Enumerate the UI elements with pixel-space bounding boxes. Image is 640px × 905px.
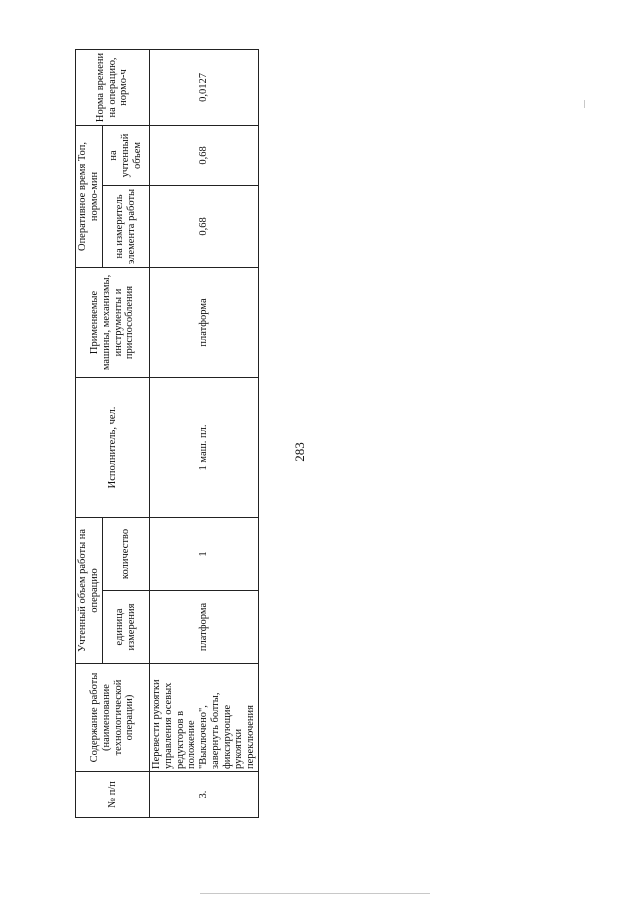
cell-optime-volume: 0,68 xyxy=(150,125,259,185)
cell-num: 3. xyxy=(150,772,259,818)
cell-machines: платформа xyxy=(150,267,259,377)
cell-norm: 0,0127 xyxy=(150,49,259,125)
norms-table-container xyxy=(75,52,256,818)
cell-unit: платформа xyxy=(150,591,259,664)
scan-artifact-mark xyxy=(584,100,585,108)
cell-performer: 1 маш. пл. xyxy=(150,377,259,517)
header-content: Содержание работы (наименование технологической операции) xyxy=(76,664,150,772)
header-optime-volume: на учтенный объем xyxy=(103,125,150,185)
header-row-top xyxy=(76,49,103,817)
header-volume-group: Учтенный объем работы на операцию xyxy=(76,517,103,663)
norms-table xyxy=(75,49,259,818)
cell-optime-meter: 0,68 xyxy=(150,185,259,267)
cell-qty: 1 xyxy=(150,517,259,590)
header-num: № п/п xyxy=(76,772,150,818)
header-volume-qty: количество xyxy=(103,517,150,590)
scan-artifact-line xyxy=(200,893,430,894)
page-number: 283 xyxy=(292,442,307,462)
header-performer: Исполнитель, чел. xyxy=(76,377,150,517)
table-row xyxy=(150,49,259,817)
cell-content: Перевести рукоятки управления осевых редукторов в положение "Выключено", завернуть болты, фиксирующие рукоятки переключения xyxy=(150,664,259,772)
header-optime-group: Оперативное время Топ, нормо-мин xyxy=(76,125,103,267)
header-volume-unit: единица измерения xyxy=(103,591,150,664)
header-norm: Норма времени на операцию, нормо-ч xyxy=(76,49,150,125)
header-machines: Применяемые машины, механизмы, инструменты и приспособления xyxy=(76,267,150,377)
header-optime-meter: на измеритель элемента работы xyxy=(103,185,150,267)
